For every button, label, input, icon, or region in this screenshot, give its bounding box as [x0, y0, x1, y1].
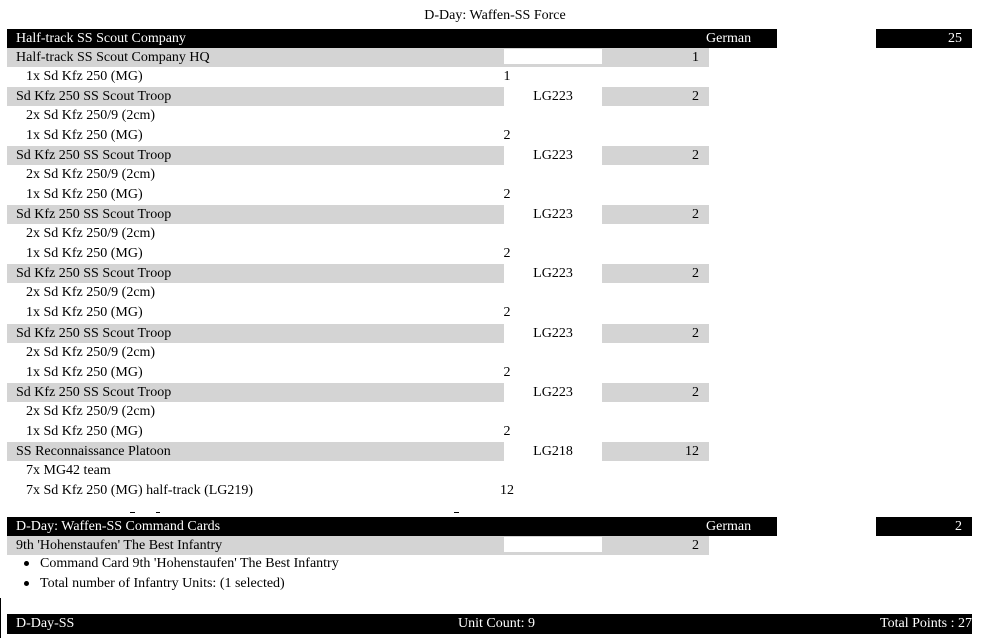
force-header-bar	[7, 29, 972, 48]
command-cards-name: D-Day: Waffen-SS Command Cards	[16, 519, 221, 534]
unit-code: LG223	[504, 87, 602, 106]
command-cards-header-bar	[7, 517, 972, 536]
force-name: Half-track SS Scout Company	[16, 31, 186, 46]
unit-name: Sd Kfz 250 SS Scout Troop	[16, 89, 172, 104]
unit-points: 1	[692, 50, 699, 65]
unit-item: 1x Sd Kfz 250 (MG)	[26, 246, 143, 261]
command-card-bullet: Command Card 9th 'Hohenstaufen' The Best Infantry	[40, 556, 339, 571]
unit-name: Sd Kfz 250 SS Scout Troop	[16, 266, 172, 281]
total-points: Total Points : 27	[880, 616, 972, 631]
unit-code	[504, 49, 602, 64]
unit-item: 7x MG42 team	[26, 463, 111, 478]
item-quantity: 2	[503, 365, 511, 380]
unit-item: 2x Sd Kfz 250/9 (2cm)	[26, 167, 156, 182]
footer-bar	[7, 614, 972, 634]
unit-row[interactable]	[7, 442, 709, 461]
unit-item: 2x Sd Kfz 250/9 (2cm)	[26, 108, 156, 123]
item-quantity: 2	[503, 424, 511, 439]
unit-points: 2	[692, 385, 699, 400]
unit-item: 2x Sd Kfz 250/9 (2cm)	[26, 285, 156, 300]
unit-name: Sd Kfz 250 SS Scout Troop	[16, 148, 172, 163]
unit-points: 2	[692, 89, 699, 104]
unit-code: LG223	[504, 383, 602, 402]
unit-points: 2	[692, 207, 699, 222]
force-points: 25	[948, 31, 962, 46]
unit-item: 2x Sd Kfz 250/9 (2cm)	[26, 404, 156, 419]
unit-item: 7x Sd Kfz 250 (MG) half-track (LG219)	[26, 483, 254, 498]
unit-item: 1x Sd Kfz 250 (MG)	[26, 365, 143, 380]
unit-points: 2	[692, 148, 699, 163]
unit-name: Sd Kfz 250 SS Scout Troop	[16, 326, 172, 341]
force-nation: German	[706, 31, 752, 46]
item-quantity: 2	[503, 305, 511, 320]
unit-item: 1x Sd Kfz 250 (MG)	[26, 128, 143, 143]
unit-row[interactable]	[7, 146, 709, 165]
unit-code: LG223	[504, 205, 602, 224]
bullet-icon	[24, 561, 29, 566]
command-card-code-box	[504, 537, 602, 552]
unit-item: 1x Sd Kfz 250 (MG)	[26, 424, 143, 439]
item-quantity: 12	[500, 483, 514, 498]
command-card-row[interactable]	[7, 536, 709, 555]
unit-count: Unit Count: 9	[458, 616, 536, 631]
unit-row[interactable]	[7, 87, 709, 106]
command-cards-nation: German	[706, 519, 752, 534]
unit-item: 1x Sd Kfz 250 (MG)	[26, 187, 143, 202]
item-quantity: 2	[503, 128, 511, 143]
unit-row[interactable]	[7, 48, 709, 67]
unit-points: 12	[685, 444, 699, 459]
unit-name: Sd Kfz 250 SS Scout Troop	[16, 207, 172, 222]
unit-row[interactable]	[7, 264, 709, 283]
unit-row[interactable]	[7, 324, 709, 343]
list-name: D-Day-SS	[16, 616, 75, 631]
unit-code: LG223	[504, 264, 602, 283]
item-quantity: 2	[503, 187, 511, 202]
unit-row[interactable]	[7, 205, 709, 224]
document-title: D-Day: Waffen-SS Force	[424, 8, 566, 23]
command-card-points: 2	[692, 538, 699, 553]
unit-name: Half-track SS Scout Company HQ	[16, 50, 210, 65]
item-quantity: 2	[503, 246, 511, 261]
unit-code: LG223	[504, 324, 602, 343]
bullet-icon	[24, 581, 29, 586]
left-divider	[0, 598, 1, 638]
unit-code: LG223	[504, 146, 602, 165]
unit-item: 1x Sd Kfz 250 (MG)	[26, 69, 143, 84]
unit-item: 2x Sd Kfz 250/9 (2cm)	[26, 226, 156, 241]
unit-name: SS Reconnaissance Platoon	[16, 444, 171, 459]
unit-row[interactable]	[7, 383, 709, 402]
unit-name: Sd Kfz 250 SS Scout Troop	[16, 385, 172, 400]
unit-code: LG218	[504, 442, 602, 461]
unit-points: 2	[692, 266, 699, 281]
unit-points: 2	[692, 326, 699, 341]
unit-item: 2x Sd Kfz 250/9 (2cm)	[26, 345, 156, 360]
infantry-units-bullet: Total number of Infantry Units: (1 selected)	[40, 576, 285, 591]
command-cards-points: 2	[955, 519, 962, 534]
unit-item: 1x Sd Kfz 250 (MG)	[26, 305, 143, 320]
command-card-name: 9th 'Hohenstaufen' The Best Infantry	[16, 538, 223, 553]
item-quantity: 1	[503, 69, 511, 84]
